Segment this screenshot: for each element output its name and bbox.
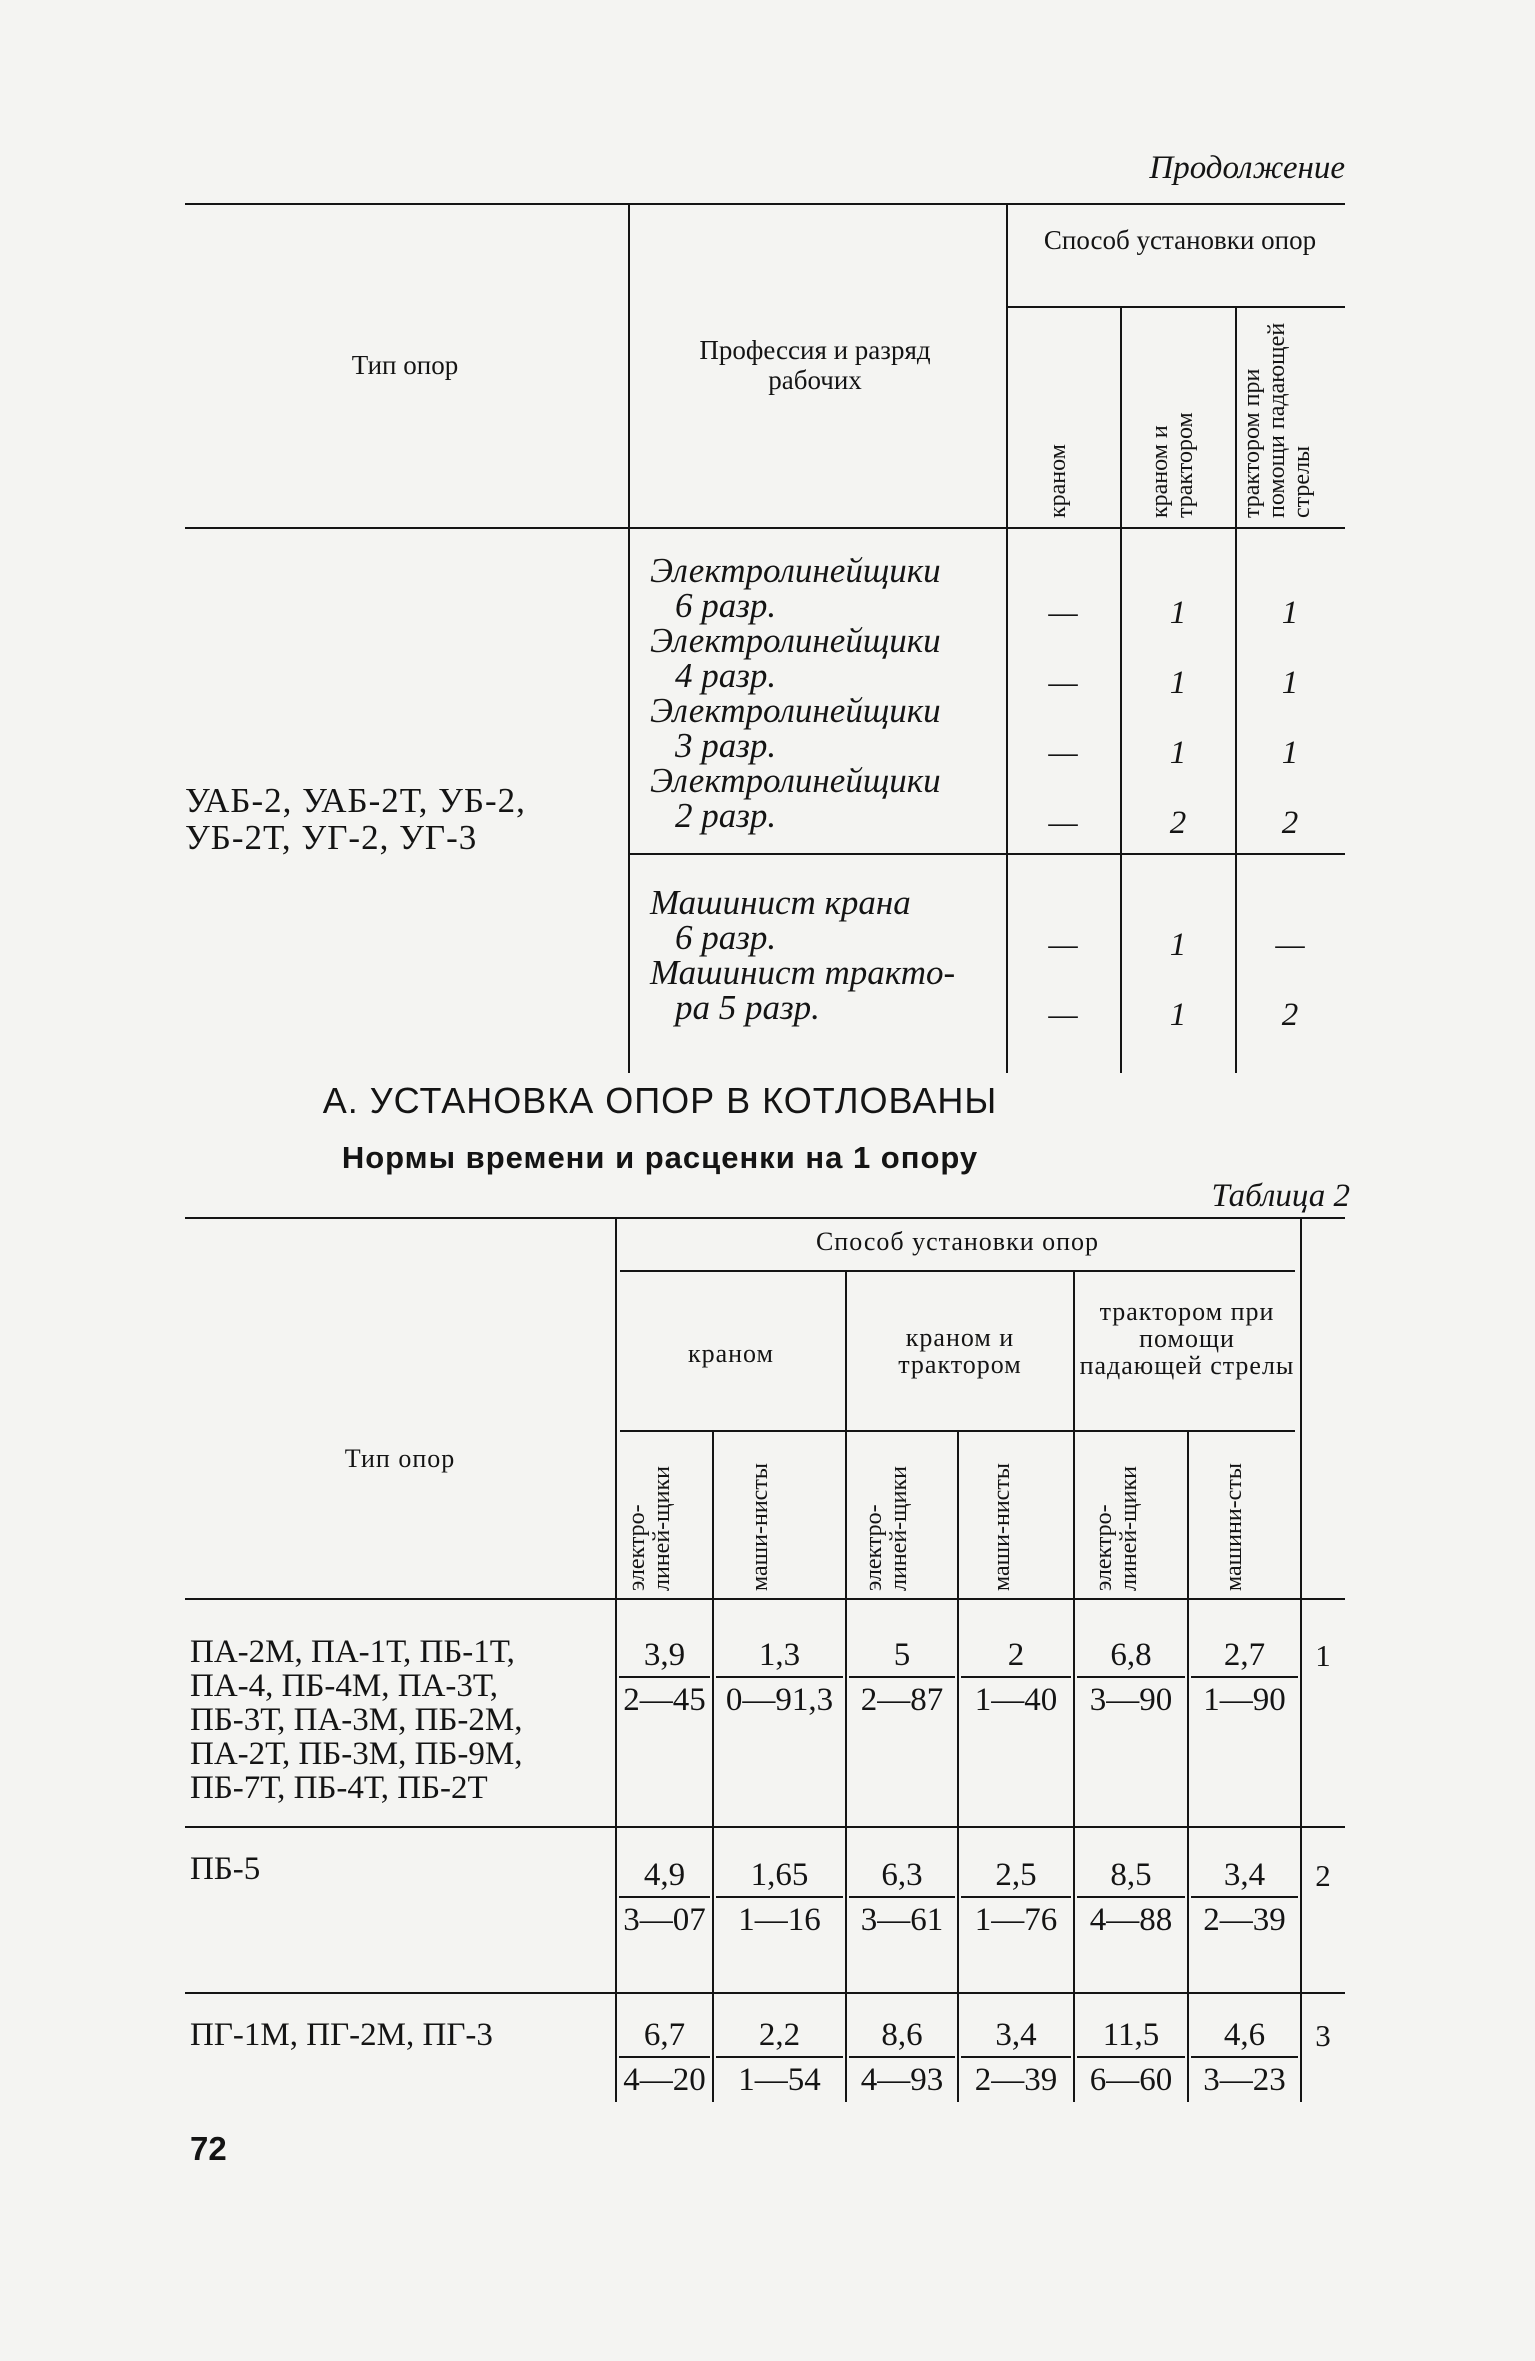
table1-profession: Электролинейщики 2 разр. — [650, 761, 941, 835]
table2-vrule — [1187, 1430, 1189, 2102]
table-label: Таблица 2 — [1211, 1178, 1350, 1214]
table2-vrule — [957, 1430, 959, 2102]
row-number: 1 — [1315, 1638, 1331, 1673]
table1-profession: Электролинейщики 4 разр. — [650, 621, 941, 695]
table1-value: 1 — [1169, 997, 1187, 1033]
page-number: 72 — [190, 2130, 227, 2167]
table2-vrule — [845, 1270, 847, 2102]
table2-group-crane-tractor: краном и трактором — [898, 1323, 1022, 1379]
norm-cell: 6,3 3—61 — [849, 1854, 955, 1940]
table2-header-rule — [185, 1598, 1345, 1600]
table1-value: — — [1048, 805, 1078, 841]
norm-cell: 8,6 4—93 — [849, 2014, 955, 2100]
table1-group-rule — [630, 853, 1345, 855]
table2-col-method: Способ установки опор — [815, 1227, 1100, 1256]
table1-value: 2 — [1281, 997, 1299, 1033]
table1-col-profession: Профессия и разряд рабочих — [699, 335, 931, 395]
table1-value: 1 — [1169, 735, 1187, 771]
norm-cell: 3,9 2—45 — [619, 1634, 710, 1720]
table2-row-rule — [185, 1826, 1345, 1828]
table1-profession: Машинист крана 6 разр. — [650, 883, 911, 957]
norm-cell: 6,7 4—20 — [619, 2014, 710, 2100]
table1-method-rule — [1008, 306, 1345, 308]
table2-group-crane: краном — [687, 1339, 775, 1368]
norm-cell: 5 2—87 — [849, 1634, 955, 1720]
table1-col-method: Способ установки опор — [1043, 225, 1317, 255]
continuation-label: Продолжение — [1149, 150, 1345, 186]
table2-subcol-electricians: электро-линей-щики — [624, 1466, 675, 1591]
table1-value: 1 — [1281, 735, 1299, 771]
norm-cell: 2 1—40 — [961, 1634, 1071, 1720]
table1-value: — — [1048, 665, 1078, 701]
table1-value: — — [1048, 927, 1078, 963]
table1-value: 1 — [1169, 665, 1187, 701]
table1-method-crane: краном — [1045, 444, 1071, 518]
row-number: 3 — [1315, 2018, 1331, 2053]
table2-vrule — [615, 1217, 617, 2102]
table1-header-rule — [185, 527, 1345, 529]
norm-cell: 1,65 1—16 — [716, 1854, 843, 1940]
table2-subcol-machinists: машини-сты — [1221, 1463, 1247, 1591]
table2-vrule — [1300, 1217, 1302, 2102]
table1-value: 1 — [1169, 927, 1187, 963]
table2-method-rule — [620, 1270, 1295, 1272]
norm-cell: 3,4 2—39 — [961, 2014, 1071, 2100]
table2-top-rule — [185, 1217, 1345, 1219]
table1-value: — — [1275, 927, 1305, 963]
table2-group-tractor-boom: трактором при помощи падающей стрелы — [1079, 1297, 1295, 1380]
table1-value: 1 — [1281, 665, 1299, 701]
table2-vrule — [1073, 1270, 1075, 2102]
row-number: 2 — [1315, 1858, 1331, 1893]
section-title: А. УСТАНОВКА ОПОР В КОТЛОВАНЫ — [322, 1080, 998, 1121]
norm-cell: 1,3 0—91,3 — [716, 1634, 843, 1720]
table2-support-types: ПА-2М, ПА-1Т, ПБ-1Т, ПА-4, ПБ-4М, ПА-3Т, ПБ-3Т, ПА-3М, ПБ-2М, ПА-2Т, ПБ-3М, ПБ-9М, ПБ-7Т, ПБ-4Т, ПБ-2Т — [190, 1634, 523, 1806]
norm-cell: 8,5 4—88 — [1077, 1854, 1185, 1940]
table2-support-types: ПГ-1М, ПГ-2М, ПГ-3 — [190, 2017, 493, 2053]
table2-subcol-machinists: маши-нисты — [747, 1463, 773, 1591]
table1-col-type: Тип опор — [351, 350, 459, 380]
table2-support-types: ПБ-5 — [190, 1851, 261, 1887]
table2-subcol-electricians: электро-линей-щики — [1091, 1466, 1142, 1591]
table1-top-rule — [185, 203, 1345, 205]
table1-method-tractor-boom: трактором при помощи падающей стрелы — [1239, 322, 1315, 518]
section-subtitle: Нормы времени и расценки на 1 опору — [341, 1140, 979, 1175]
norm-cell: 4,9 3—07 — [619, 1854, 710, 1940]
table1-value: 2 — [1169, 805, 1187, 841]
table1-value: 1 — [1281, 595, 1299, 631]
table1-value: — — [1048, 735, 1078, 771]
table2-subcol-machinists: маши-нисты — [989, 1463, 1015, 1591]
table2-col-type: Тип опор — [344, 1444, 456, 1473]
table2-subcol-electricians: электро-линей-щики — [861, 1466, 912, 1591]
table1-value: — — [1048, 595, 1078, 631]
norm-cell: 2,7 1—90 — [1191, 1634, 1298, 1720]
table1-value: — — [1048, 997, 1078, 1033]
table1-vrule — [1235, 306, 1237, 1073]
table1-profession: Машинист тракто- ра 5 разр. — [650, 953, 956, 1027]
table1-profession: Электролинейщики 6 разр. — [650, 551, 941, 625]
norm-cell: 3,4 2—39 — [1191, 1854, 1298, 1940]
table1-profession: Электролинейщики 3 разр. — [650, 691, 941, 765]
table1-value: 1 — [1169, 595, 1187, 631]
norm-cell: 6,8 3—90 — [1077, 1634, 1185, 1720]
table2-row-rule — [185, 1992, 1345, 1994]
table1-vrule — [628, 203, 630, 1073]
table1-value: 2 — [1281, 805, 1299, 841]
table1-support-types: УАБ-2, УАБ-2Т, УБ-2, УБ-2Т, УГ-2, УГ-3 — [185, 781, 526, 857]
norm-cell: 2,5 1—76 — [961, 1854, 1071, 1940]
table1-vrule — [1006, 203, 1008, 1073]
norm-cell: 11,5 6—60 — [1077, 2014, 1185, 2100]
norm-cell: 4,6 3—23 — [1191, 2014, 1298, 2100]
norm-cell: 2,2 1—54 — [716, 2014, 843, 2100]
table1-vrule — [1120, 306, 1122, 1073]
table2-vrule — [712, 1430, 714, 2102]
table1-method-crane-tractor: краном и трактором — [1147, 412, 1198, 518]
